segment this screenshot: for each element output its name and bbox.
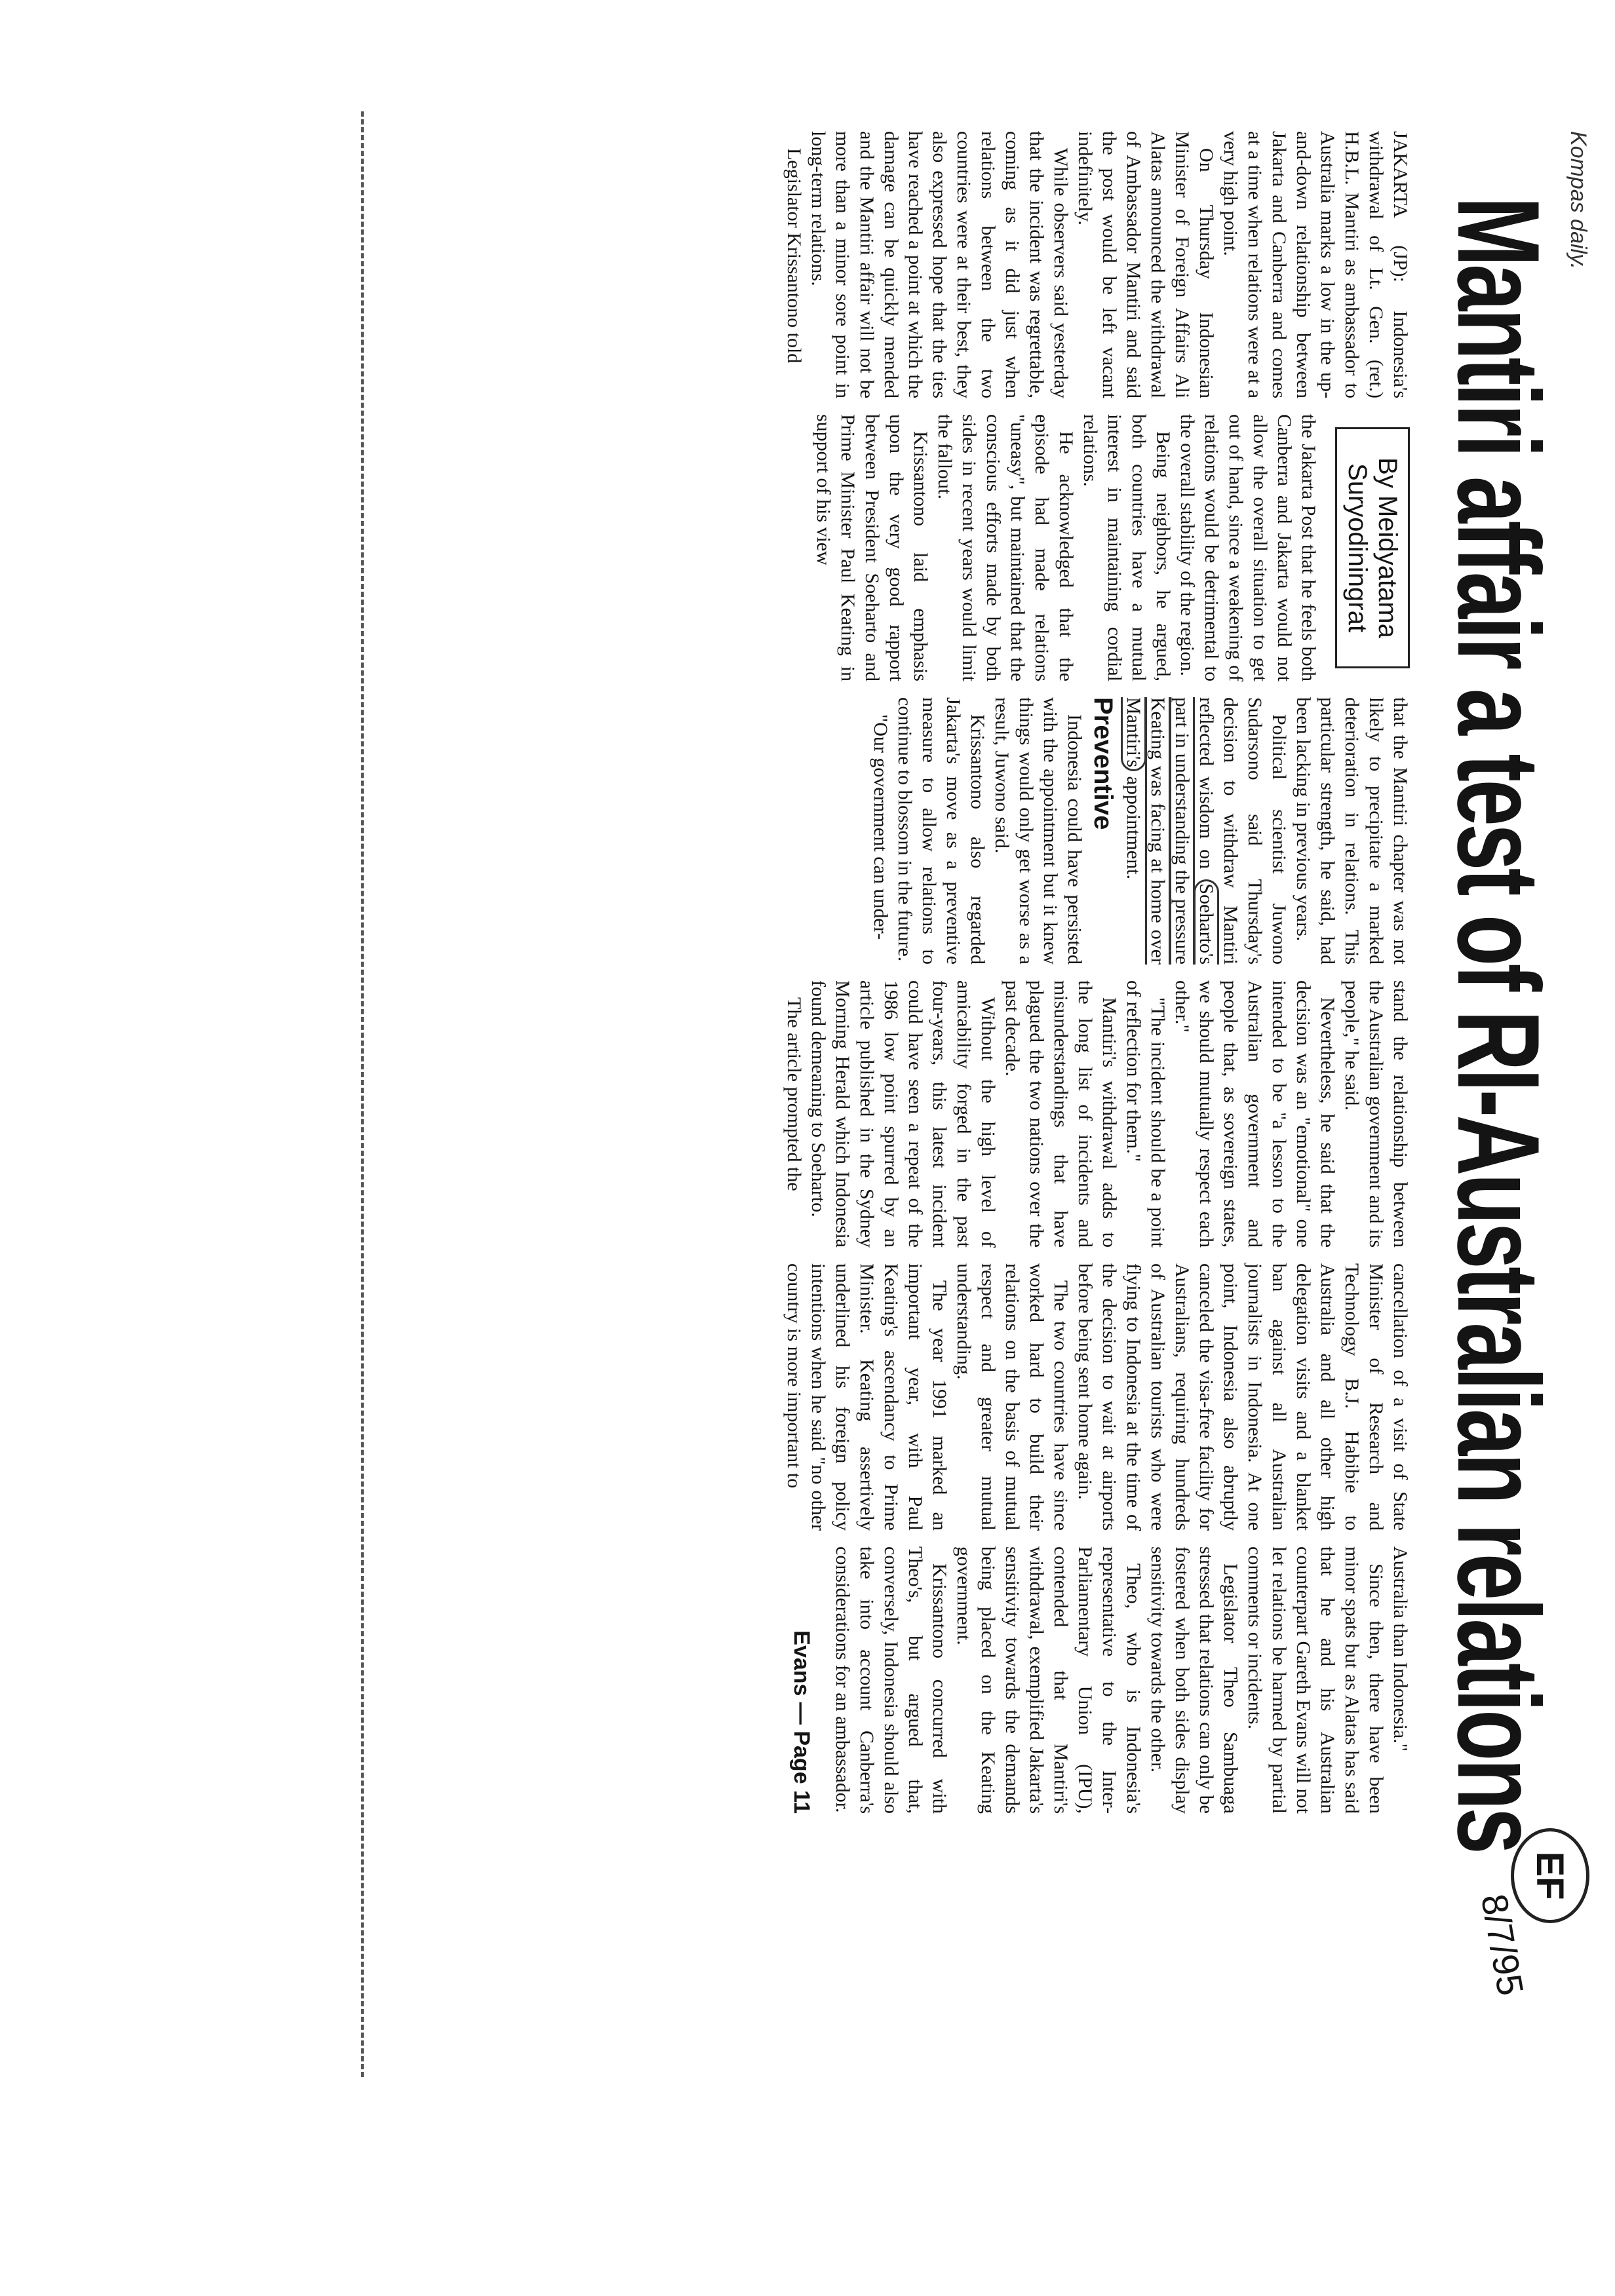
handwritten-date: 8/7/95: [1473, 1890, 1532, 1999]
article-paragraph: Mantiri's withdrawal adds to the long list of incidents and misunderstandings that have plagued the two nations over the past decade.: [1002, 980, 1120, 1248]
article-paragraph: cancellation of a visit of State Minister of Research and Technology B.J. Habibie to Australia and all other high delegation visits and a blanket ban against all Australian journalists in Indonesia. At one point, Indonesia also abruptly canceled the visa-free facility for Australians, requiring hundreds of Australian tourists who were flying to Indonesia at the time of the decision to wait at airports before being sent home again.: [1074, 1263, 1411, 1531]
article-paragraph: Australia than Indonesia.": [1390, 1546, 1411, 1751]
byline-line: By Meidyatama: [1373, 457, 1402, 638]
byline-line: Suryodiningrat: [1343, 463, 1372, 632]
article-paragraph: stand the relationship between the Australian government and its people," he said.: [1341, 980, 1411, 1248]
continuation-line: Evans — Page 11: [789, 1630, 814, 1814]
hand-circled-text: Soeharto's part in understanding the pressure Keating was facing at home over Mantiri's: [1121, 697, 1219, 965]
article-paragraph: the Jakarta Post that he feels both Canberra and Jakarta would not allow the overall situation to get out of hand, since a weakening of relations would be detrimental to the overall stability of the region.: [1177, 414, 1319, 681]
article-paragraph: Nevertheless, he said that the decision was an "emotional" one intended to be "a lesson to the Australian government and people that, as sovereign states, we should mutually respect each other.": [1171, 980, 1338, 1248]
article-paragraph: Being neighbors, he argued, both countries have a mutual interest in maintaining cordial relations.: [1080, 414, 1174, 681]
article-text: appointment.: [1123, 776, 1144, 880]
article-paragraph: "The incident should be a point of reflection for them.": [1123, 980, 1169, 1248]
article-column-6: [789, 1546, 1412, 1814]
article-column-4: [782, 980, 1412, 1248]
source-label: Kompas daily.: [1566, 131, 1591, 270]
article-paragraph: Legislator Theo Sambuaga stressed that relations can only be fostered when both sides display sensitivity towards the other.: [1147, 1546, 1241, 1814]
article-paragraph: The year 1991 marked an important year, with Paul Keating's ascendancy to Prime Minister. Keating assertively underlined his foreign policy intentions when he said "no other country is more important to: [783, 1263, 950, 1531]
article-column-3: [868, 697, 1412, 965]
article-column-1: [782, 131, 1412, 398]
article-paragraph: [1121, 697, 1291, 965]
byline-box: [1335, 427, 1410, 668]
article-text: Political scientist Juwono Sudarsono said Thursday's decision to withdraw Mantiri reflected wisdom on: [1196, 697, 1290, 965]
article-column-5: [782, 1263, 1412, 1531]
article-paragraph: He acknowledged that the episode had made relations "uneasy", but maintained that the conscious efforts made by both sides in recent years would limit the fallout.: [934, 414, 1077, 681]
headline: Mantiri affair a test of RI-Australian relations: [1433, 197, 1564, 1852]
article-column-2: [811, 414, 1412, 681]
article-paragraph: Without the high level of amicability forged in the past four-years, this latest incident could have seen a repeat of the 1986 low point spurred by an article published in the Sydney Morning Herald which Indonesia found demeaning to Soeharto.: [808, 980, 999, 1248]
article-paragraph: Krissantono laid emphasis upon the very good rapport between President Soeharto and Prime Minister Paul Keating in support of his view: [813, 414, 931, 681]
article-paragraph: "Our government can under-: [870, 714, 891, 940]
article-paragraph: Theo, who is Indonesia's representative to the Inter-Parliamentary Union (IPU), contended that Mantiri's withdrawal, exemplified Jakarta's sensitivity towards the demands being placed on the Keating government.: [953, 1546, 1144, 1814]
article-paragraph: The article prompted the: [783, 997, 805, 1191]
article-paragraph: While observers said yesterday that the incident was regrettable, coming as it did just when relations between the two countries were at their best, they also expressed hope that the ties have reached a point at which the damage can be quickly mended and the Mantiri affair will not be more than a minor sore point in long-term relations.: [808, 131, 1072, 398]
subheading: Preventive: [1089, 697, 1118, 830]
article-paragraph: that the Mantiri chapter was not likely to precipitate a marked deterioration in relations. This particular strength, he said, had been lacking in previous years.: [1293, 697, 1411, 965]
article-paragraph: On Thursday Indonesian Minister of Foreign Affairs Ali Alatas announced the withdrawal of Ambassador Mantiri and said the post would be left vacant indefinitely.: [1074, 131, 1217, 398]
article-paragraph: Legislator Krissantono told: [783, 148, 805, 364]
article-paragraph: Krissantono concurred with Theo's, but argued that, conversely, Indonesia should also take into account Canberra's considerations for an ambassador.: [832, 1546, 950, 1814]
handwritten-initials: EF: [1511, 1828, 1589, 1923]
article-paragraph: JAKARTA (JP): Indonesia's withdrawal of Lt. Gen. (ret.) H.B.L. Mantiri as ambassador to Australia marks a low in the up-and-down relationship between Jakarta and Canberra and comes at a time when relations were at a very high point.: [1220, 131, 1411, 398]
article-paragraph: Krissantono also regarded Jakarta's move as a preventive measure to allow relations to continue to blossom in the future.: [894, 697, 988, 965]
article-paragraph: The two countries have since worked hard to build their relations on the basis of mutual respect and greater mutual understanding.: [953, 1263, 1072, 1531]
newspaper-clipping: [344, 111, 1596, 2077]
torn-edge: [361, 111, 364, 2077]
article-paragraph: Since then, there have been minor spats but as Alatas has said that he and his Australian counterpart Gareth Evans will not let relations be harmed by partial comments or incidents.: [1244, 1546, 1387, 1814]
article-paragraph: Indonesia could have persisted with the appointment but it knew things would only get worse as a result, Juwono said.: [991, 697, 1085, 965]
